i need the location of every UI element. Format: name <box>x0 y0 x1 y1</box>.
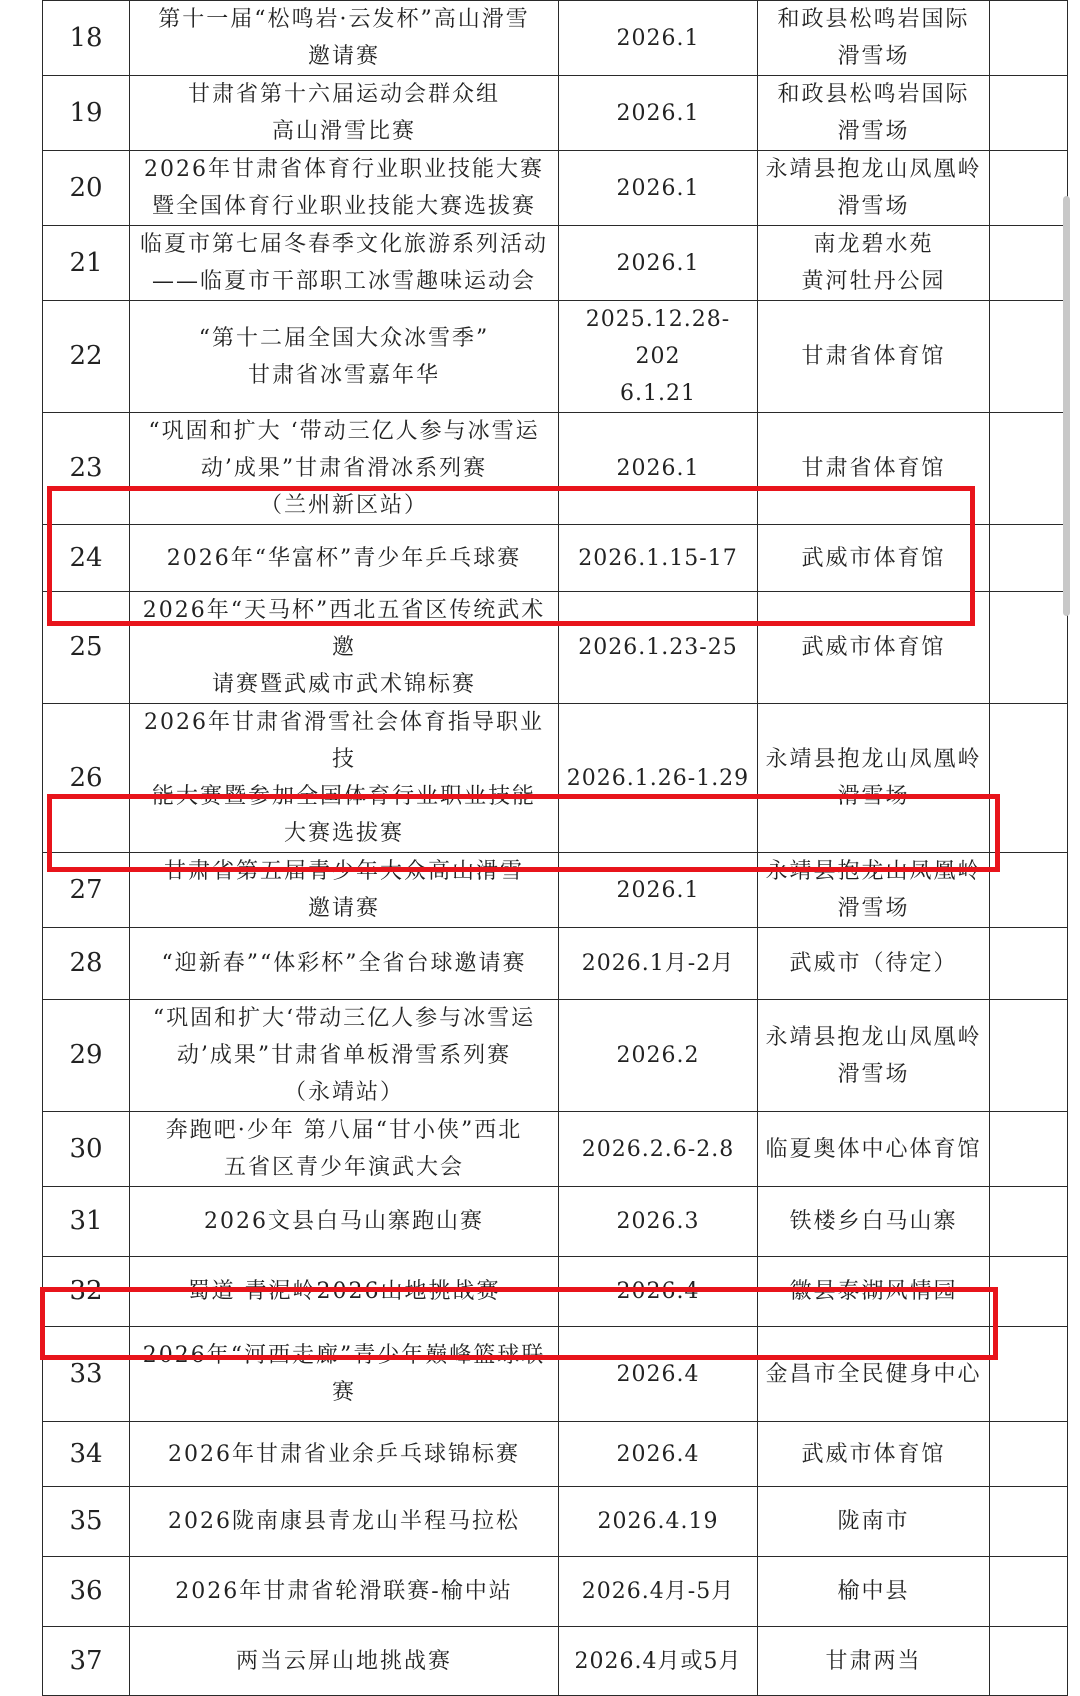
event-venue: 武威市体育馆 <box>758 1422 990 1487</box>
event-venue: 永靖县抱龙山凤凰岭 滑雪场 <box>758 704 990 853</box>
empty-cell <box>990 928 1068 1000</box>
event-date: 2026.2 <box>559 1000 758 1112</box>
event-venue: 和政县松鸣岩国际 滑雪场 <box>758 1 990 76</box>
event-name: “第十二届全国大众冰雪季” 甘肃省冰雪嘉年华 <box>130 301 559 413</box>
event-venue: 甘肃两当 <box>758 1627 990 1696</box>
event-venue: 武威市体育馆 <box>758 592 990 704</box>
event-date: 2026.1.23-25 <box>559 592 758 704</box>
row-number: 33 <box>43 1327 130 1422</box>
table-row <box>43 1422 1068 1487</box>
empty-cell <box>990 1422 1068 1487</box>
empty-cell <box>990 1112 1068 1187</box>
table-row <box>43 1 1068 76</box>
event-date: 2026.1 <box>559 151 758 226</box>
event-venue: 永靖县抱龙山凤凰岭 滑雪场 <box>758 151 990 226</box>
row-number: 24 <box>43 525 130 592</box>
table-row <box>43 1627 1068 1696</box>
row-number: 22 <box>43 301 130 413</box>
row-number: 21 <box>43 226 130 301</box>
table-row <box>43 226 1068 301</box>
empty-cell <box>990 226 1068 301</box>
event-date: 2026.4 <box>559 1327 758 1422</box>
empty-cell <box>990 1557 1068 1627</box>
event-name: 两当云屏山地挑战赛 <box>130 1627 559 1696</box>
empty-cell <box>990 1487 1068 1557</box>
event-venue: 金昌市全民健身中心 <box>758 1327 990 1422</box>
table-row <box>43 151 1068 226</box>
row-number: 19 <box>43 76 130 151</box>
table-row <box>43 704 1068 853</box>
event-venue: 永靖县抱龙山凤凰岭 滑雪场 <box>758 1000 990 1112</box>
table-row <box>43 928 1068 1000</box>
table-row <box>43 592 1068 704</box>
empty-cell <box>990 1257 1068 1327</box>
event-date: 2026.1 <box>559 413 758 525</box>
event-name: 甘肃省第五届青少年大众高山滑雪 邀请赛 <box>130 853 559 928</box>
event-name: 2026年甘肃省滑雪社会体育指导职业技 能大赛暨参加全国体育行业职业技能 大赛选拔赛 <box>130 704 559 853</box>
table-row <box>43 1112 1068 1187</box>
empty-cell <box>990 151 1068 226</box>
event-venue: 陇南市 <box>758 1487 990 1557</box>
row-number: 32 <box>43 1257 130 1327</box>
event-venue: 甘肃省体育馆 <box>758 301 990 413</box>
event-date: 2026.3 <box>559 1187 758 1257</box>
event-venue: 武威市（待定） <box>758 928 990 1000</box>
event-date: 2026.1 <box>559 226 758 301</box>
event-name: 临夏市第七届冬春季文化旅游系列活动 ——临夏市干部职工冰雪趣味运动会 <box>130 226 559 301</box>
event-date: 2026.1 <box>559 853 758 928</box>
row-number: 37 <box>43 1627 130 1696</box>
table-row <box>43 301 1068 413</box>
table-row <box>43 1487 1068 1557</box>
event-name: “巩固和扩大‘带动三亿人参与冰雪运 动’成果”甘肃省单板滑雪系列赛 （永靖站） <box>130 1000 559 1112</box>
table-row <box>43 1257 1068 1327</box>
event-name: “巩固和扩大 ‘带动三亿人参与冰雪运 动’成果”甘肃省滑冰系列赛 （兰州新区站） <box>130 413 559 525</box>
row-number: 31 <box>43 1187 130 1257</box>
event-name: 2026年甘肃省轮滑联赛-榆中站 <box>130 1557 559 1627</box>
event-venue: 甘肃省体育馆 <box>758 413 990 525</box>
table-row <box>43 1557 1068 1627</box>
event-date: 2026.2.6-2.8 <box>559 1112 758 1187</box>
event-date: 2026.1 <box>559 76 758 151</box>
event-date: 2026.1.26-1.29 <box>559 704 758 853</box>
event-date: 2026.4月或5月 <box>559 1627 758 1696</box>
event-venue: 武威市体育馆 <box>758 525 990 592</box>
empty-cell <box>990 853 1068 928</box>
events-table <box>42 0 1068 1696</box>
empty-cell <box>990 1 1068 76</box>
row-number: 25 <box>43 592 130 704</box>
table-row <box>43 1000 1068 1112</box>
event-name: 2026年甘肃省业余乒乓球锦标赛 <box>130 1422 559 1487</box>
event-name: 2026年甘肃省体育行业职业技能大赛 暨全国体育行业职业技能大赛选拔赛 <box>130 151 559 226</box>
empty-cell <box>990 76 1068 151</box>
row-number: 30 <box>43 1112 130 1187</box>
event-name: 蜀道·青泥岭2026山地挑战赛 <box>130 1257 559 1327</box>
event-date: 2026.4 <box>559 1257 758 1327</box>
event-venue: 铁楼乡白马山寨 <box>758 1187 990 1257</box>
empty-cell <box>990 1627 1068 1696</box>
row-number: 29 <box>43 1000 130 1112</box>
event-date: 2026.4.19 <box>559 1487 758 1557</box>
row-number: 23 <box>43 413 130 525</box>
empty-cell <box>990 1000 1068 1112</box>
event-name: “迎新春”“体彩杯”全省台球邀请赛 <box>130 928 559 1000</box>
table-row <box>43 853 1068 928</box>
event-date: 2026.1.15-17 <box>559 525 758 592</box>
event-date: 2026.4 <box>559 1422 758 1487</box>
table-row <box>43 525 1068 592</box>
row-number: 34 <box>43 1422 130 1487</box>
event-date: 2025.12.28-202 6.1.21 <box>559 301 758 413</box>
event-name: 2026年“河西走廊”青少年巅峰篮球联赛 <box>130 1327 559 1422</box>
row-number: 20 <box>43 151 130 226</box>
event-name: 2026年“天马杯”西北五省区传统武术邀 请赛暨武威市武术锦标赛 <box>130 592 559 704</box>
row-number: 28 <box>43 928 130 1000</box>
event-date: 2026.4月-5月 <box>559 1557 758 1627</box>
vertical-scrollbar[interactable] <box>1063 196 1070 616</box>
event-venue: 南龙碧水苑 黄河牡丹公园 <box>758 226 990 301</box>
table-row <box>43 413 1068 525</box>
event-date: 2026.1 <box>559 1 758 76</box>
event-venue: 和政县松鸣岩国际 滑雪场 <box>758 76 990 151</box>
empty-cell <box>990 525 1068 592</box>
row-number: 18 <box>43 1 130 76</box>
row-number: 26 <box>43 704 130 853</box>
event-venue: 临夏奥体中心体育馆 <box>758 1112 990 1187</box>
event-name: 2026陇南康县青龙山半程马拉松 <box>130 1487 559 1557</box>
event-date: 2026.1月-2月 <box>559 928 758 1000</box>
empty-cell <box>990 1327 1068 1422</box>
event-venue: 榆中县 <box>758 1557 990 1627</box>
event-venue: 徽县泰湖风情园 <box>758 1257 990 1327</box>
row-number: 36 <box>43 1557 130 1627</box>
empty-cell <box>990 1187 1068 1257</box>
event-venue: 永靖县抱龙山凤凰岭 滑雪场 <box>758 853 990 928</box>
table-row <box>43 1187 1068 1257</box>
table-row <box>43 1327 1068 1422</box>
empty-cell <box>990 704 1068 853</box>
row-number: 27 <box>43 853 130 928</box>
event-name: 甘肃省第十六届运动会群众组 高山滑雪比赛 <box>130 76 559 151</box>
row-number: 35 <box>43 1487 130 1557</box>
empty-cell <box>990 592 1068 704</box>
empty-cell <box>990 413 1068 525</box>
event-name: 2026年“华富杯”青少年乒乓球赛 <box>130 525 559 592</box>
table-row <box>43 76 1068 151</box>
event-name: 奔跑吧·少年 第八届“甘小侠”西北 五省区青少年演武大会 <box>130 1112 559 1187</box>
event-name: 第十一届“松鸣岩·云发杯”高山滑雪 邀请赛 <box>130 1 559 76</box>
empty-cell <box>990 301 1068 413</box>
event-name: 2026文县白马山寨跑山赛 <box>130 1187 559 1257</box>
